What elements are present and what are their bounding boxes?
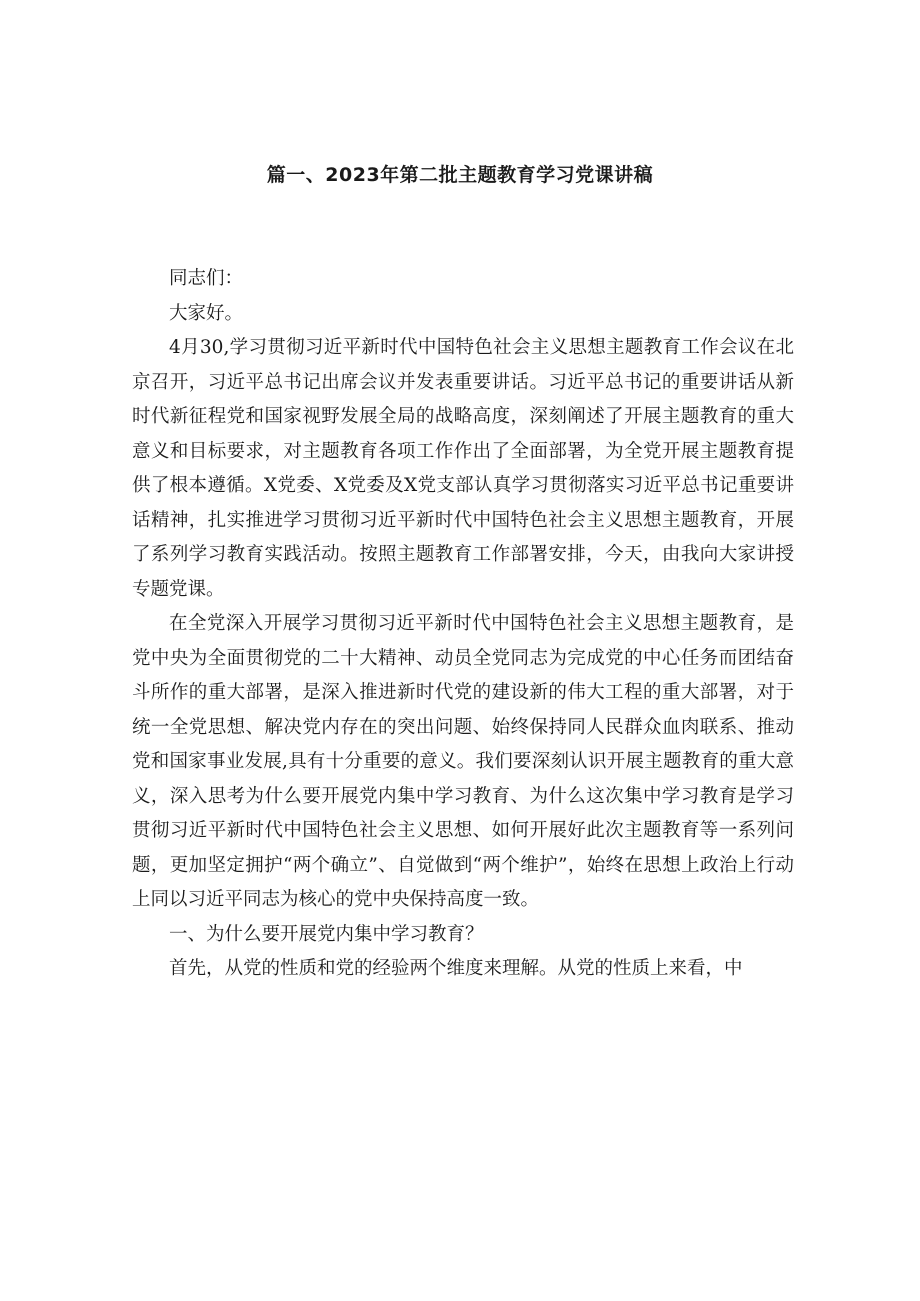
salutation: 同志们： — [169, 268, 244, 289]
body-paragraph: 首先，从党的性质和党的经验两个维度来理解。从党的性质上来看，中 — [169, 958, 743, 979]
section-heading: 一、为什么要开展党内集中学习教育？ — [169, 923, 484, 945]
body-paragraph: 4月30,学习贯彻习近平新时代中国特色社会主义思想主题教育工作会议在北京召开，习近平总书记出席会议并发表重要讲话。习近平总书记的重要讲话从新时代新征程党和国家视野发展全局的战略高度，深刻阐述了开展主题教育的重大意义和目标要求，对主题教育各项工作作出了全面部署，为全党开展主题教育提供了根本遵循。X党委、X党委及X党支部认真学习贯彻落实习近平总书记重要讲话精神，扎实推进学习贯彻习近平新时代中国特色社会主义思想主题教育，开展了系列学习教育实践活动。按照主题教育工作部署安排，今天，由我向大家讲授专题党课。 — [132, 337, 794, 600]
document-title: 篇一、2023年第二批主题教育学习党课讲稿 — [266, 164, 654, 186]
document-body — [132, 262, 794, 987]
greeting: 大家好。 — [169, 302, 244, 324]
body-paragraph: 在全党深入开展学习贯彻习近平新时代中国特色社会主义思想主题教育，是党中央为全面贯彻党的二十大精神、动员全党同志为完成党的中心任务而团结奋斗所作的重大部署，是深入推进新时代党的建设新的伟大工程的重大部署，对于统一全党思想、解决党内存在的突出问题、始终保持同人民群众血肉联系、推动党和国家事业发展,具有十分重要的意义。我们要深刻认识开展主题教育的重大意义，深入思考为什么要开展党内集中学习教育、为什么这次集中学习教育是学习贯彻习近平新时代中国特色社会主义思想、如何开展好此次主题教育等一系列问题，更加坚定拥护“两个确立”、自觉做到“两个维护”，始终在思想上政治上行动上同以习近平同志为核心的党中央保持高度一致。 — [132, 613, 794, 910]
